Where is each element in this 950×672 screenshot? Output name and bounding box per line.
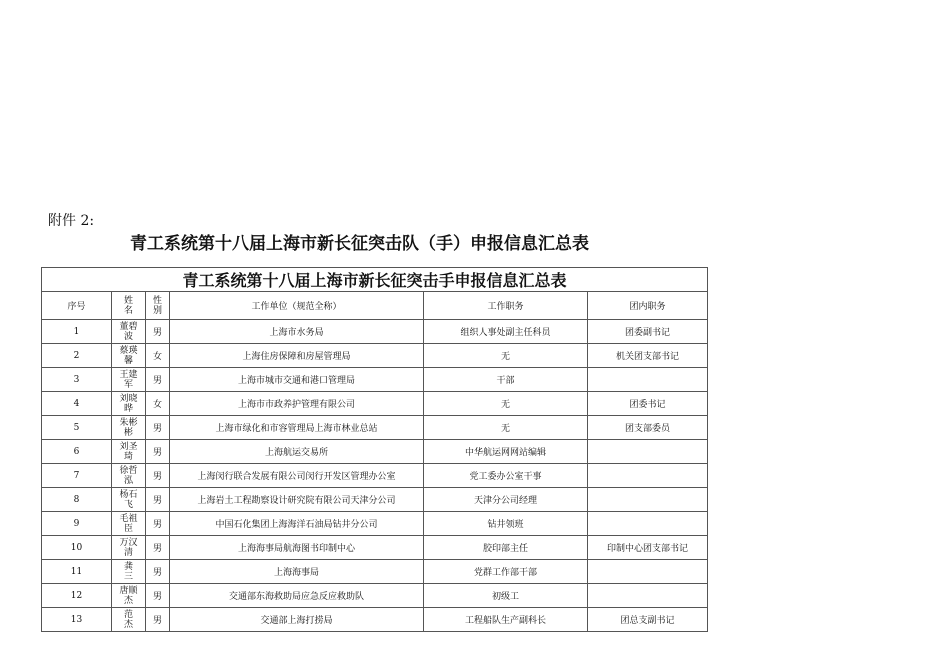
cell-league-position xyxy=(588,464,708,488)
cell-gender: 男 xyxy=(146,512,170,536)
cell-gender: 男 xyxy=(146,584,170,608)
cell-league-position xyxy=(588,488,708,512)
cell-seq: 11 xyxy=(42,560,112,584)
cell-league-position: 印制中心团支部书记 xyxy=(588,536,708,560)
cell-name: 杨石 飞 xyxy=(112,488,146,512)
cell-unit: 交通部上海打捞局 xyxy=(170,608,424,632)
cell-league-position xyxy=(588,368,708,392)
cell-position: 无 xyxy=(424,392,588,416)
cell-gender: 男 xyxy=(146,320,170,344)
cell-seq: 12 xyxy=(42,584,112,608)
cell-unit: 交通部东海救助局应急反应救助队 xyxy=(170,584,424,608)
table-row xyxy=(42,560,708,584)
cell-name: 刘圣 琦 xyxy=(112,440,146,464)
table-row xyxy=(42,416,708,440)
cell-league-position: 团委副书记 xyxy=(588,320,708,344)
cell-unit: 上海住房保障和房屋管理局 xyxy=(170,344,424,368)
table-row xyxy=(42,344,708,368)
header-unit: 工作单位（规范全称） xyxy=(170,292,424,320)
cell-seq: 5 xyxy=(42,416,112,440)
cell-name: 万汉 清 xyxy=(112,536,146,560)
cell-gender: 男 xyxy=(146,464,170,488)
header-league-position: 团内职务 xyxy=(588,292,708,320)
cell-unit: 上海市市政养护管理有限公司 xyxy=(170,392,424,416)
cell-name: 唐顺 杰 xyxy=(112,584,146,608)
table-row xyxy=(42,440,708,464)
cell-position: 工程船队生产副科长 xyxy=(424,608,588,632)
cell-gender: 女 xyxy=(146,392,170,416)
cell-name: 王建 军 xyxy=(112,368,146,392)
table-header-row xyxy=(42,292,708,320)
cell-gender: 男 xyxy=(146,368,170,392)
cell-league-position: 机关团支部书记 xyxy=(588,344,708,368)
table-row xyxy=(42,320,708,344)
table-body xyxy=(42,320,708,632)
cell-position: 初级工 xyxy=(424,584,588,608)
cell-unit: 上海岩土工程勘察设计研究院有限公司天津分公司 xyxy=(170,488,424,512)
cell-name: 徐哲 泓 xyxy=(112,464,146,488)
cell-gender: 男 xyxy=(146,536,170,560)
cell-position: 党工委办公室干事 xyxy=(424,464,588,488)
cell-league-position: 团总支副书记 xyxy=(588,608,708,632)
cell-seq: 3 xyxy=(42,368,112,392)
header-position: 工作职务 xyxy=(424,292,588,320)
cell-position: 无 xyxy=(424,416,588,440)
table-title: 青工系统第十八届上海市新长征突击手申报信息汇总表 xyxy=(42,268,708,292)
cell-unit: 上海航运交易所 xyxy=(170,440,424,464)
cell-name: 龚 三 xyxy=(112,560,146,584)
header-seq: 序号 xyxy=(42,292,112,320)
cell-unit: 上海海事局航海图书印制中心 xyxy=(170,536,424,560)
cell-gender: 男 xyxy=(146,560,170,584)
table-row xyxy=(42,584,708,608)
cell-position: 钻井领班 xyxy=(424,512,588,536)
cell-position: 天津分公司经理 xyxy=(424,488,588,512)
table-row xyxy=(42,536,708,560)
attachment-label: 附件 2: xyxy=(48,213,95,229)
cell-seq: 1 xyxy=(42,320,112,344)
table-row xyxy=(42,608,708,632)
cell-name: 毛祖 臣 xyxy=(112,512,146,536)
cell-position: 胶印部主任 xyxy=(424,536,588,560)
cell-unit: 上海闵行联合发展有限公司闵行开发区管理办公室 xyxy=(170,464,424,488)
cell-name: 朱彬 彬 xyxy=(112,416,146,440)
cell-league-position xyxy=(588,584,708,608)
table-row xyxy=(42,488,708,512)
cell-league-position: 团委书记 xyxy=(588,392,708,416)
cell-gender: 男 xyxy=(146,416,170,440)
cell-unit: 上海市城市交通和港口管理局 xyxy=(170,368,424,392)
cell-seq: 6 xyxy=(42,440,112,464)
header-name: 姓 名 xyxy=(112,292,146,320)
cell-league-position xyxy=(588,512,708,536)
table-row xyxy=(42,368,708,392)
cell-seq: 13 xyxy=(42,608,112,632)
cell-name: 蔡瑛 馨 xyxy=(112,344,146,368)
cell-unit: 上海海事局 xyxy=(170,560,424,584)
table-row xyxy=(42,392,708,416)
cell-position: 干部 xyxy=(424,368,588,392)
cell-league-position: 团支部委员 xyxy=(588,416,708,440)
cell-position: 党群工作部干部 xyxy=(424,560,588,584)
cell-league-position xyxy=(588,440,708,464)
cell-unit: 中国石化集团上海海洋石油局钻井分公司 xyxy=(170,512,424,536)
cell-seq: 4 xyxy=(42,392,112,416)
cell-name: 范 杰 xyxy=(112,608,146,632)
cell-unit: 上海市绿化和市容管理局上海市林业总站 xyxy=(170,416,424,440)
cell-seq: 9 xyxy=(42,512,112,536)
document-title: 青工系统第十八届上海市新长征突击队（手）申报信息汇总表 xyxy=(130,234,589,254)
cell-position: 中华航运网网站编辑 xyxy=(424,440,588,464)
cell-gender: 女 xyxy=(146,344,170,368)
summary-table xyxy=(41,267,708,632)
cell-league-position xyxy=(588,560,708,584)
cell-name: 董碧 波 xyxy=(112,320,146,344)
cell-unit: 上海市水务局 xyxy=(170,320,424,344)
cell-seq: 10 xyxy=(42,536,112,560)
cell-gender: 男 xyxy=(146,488,170,512)
cell-gender: 男 xyxy=(146,440,170,464)
header-gender: 性 别 xyxy=(146,292,170,320)
cell-seq: 2 xyxy=(42,344,112,368)
table-row xyxy=(42,512,708,536)
table-row xyxy=(42,464,708,488)
cell-gender: 男 xyxy=(146,608,170,632)
cell-name: 刘晓 晔 xyxy=(112,392,146,416)
cell-position: 组织人事处副主任科员 xyxy=(424,320,588,344)
cell-position: 无 xyxy=(424,344,588,368)
cell-seq: 8 xyxy=(42,488,112,512)
cell-seq: 7 xyxy=(42,464,112,488)
